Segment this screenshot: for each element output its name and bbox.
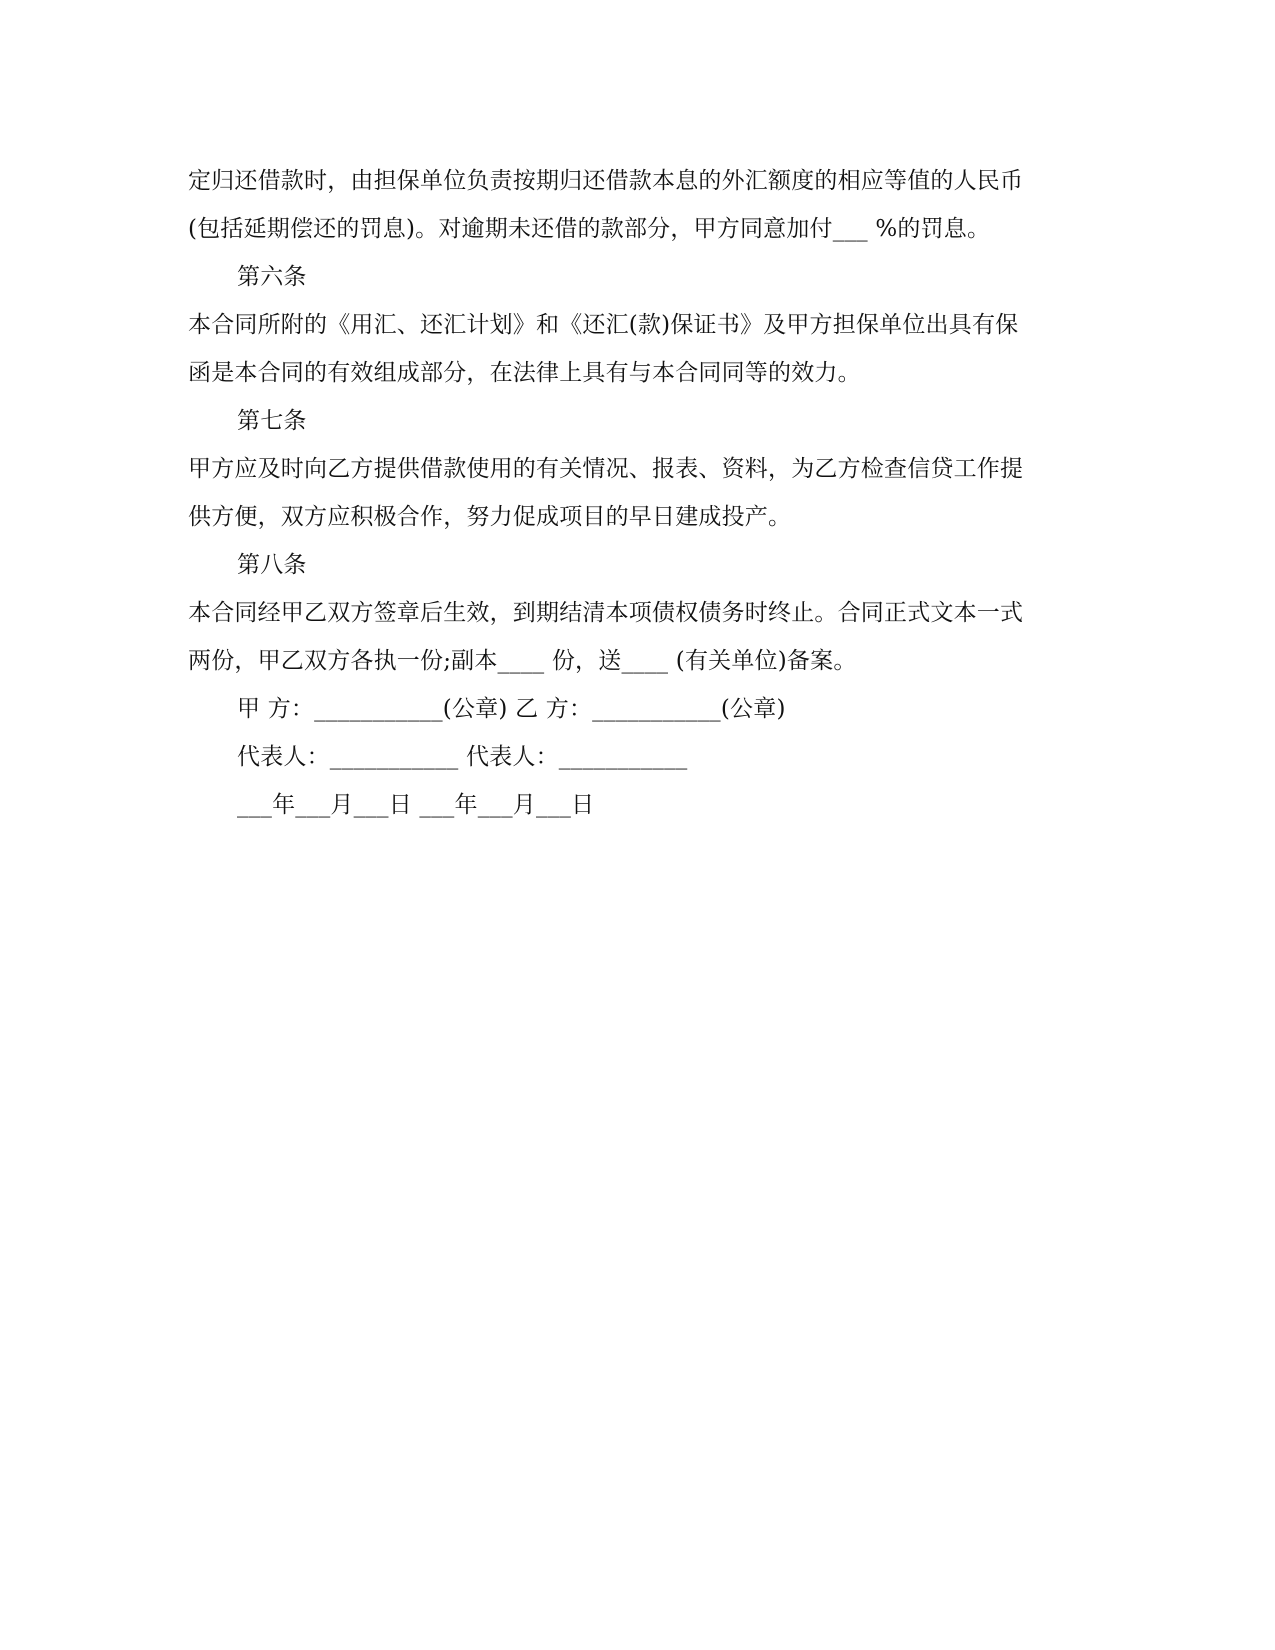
paragraph-line: 本合同经甲乙双方签章后生效，到期结清本项债权债务时终止。合同正式文本一式 (188, 600, 1024, 626)
signature-representatives-line: 代表人：___________ 代表人：___________ (237, 744, 688, 770)
paragraph-line: 供方便，双方应积极合作，努力促成项目的早日建成投产。 (188, 504, 792, 530)
article-heading-8: 第八条 (237, 552, 307, 578)
signature-parties-line: 甲 方：___________(公章) 乙 方：___________(公章) (237, 696, 786, 722)
paragraph-line: 甲方应及时向乙方提供借款使用的有关情况、报表、资料，为乙方检查信贷工作提 (188, 456, 1024, 482)
article-heading-7: 第七条 (237, 408, 307, 434)
paragraph-line: 函是本合同的有效组成部分，在法律上具有与本合同同等的效力。 (188, 360, 861, 386)
paragraph-line: 两份，甲乙双方各执一份;副本____ 份，送____ (有关单位)备案。 (188, 648, 857, 674)
article-heading-6: 第六条 (237, 264, 307, 290)
signature-dates-line: ___年___月___日 ___年___月___日 (237, 792, 595, 818)
paragraph-line: 本合同所附的《用汇、还汇计划》和《还汇(款)保证书》及甲方担保单位出具有保 (188, 312, 1019, 338)
paragraph-line: (包括延期偿还的罚息)。对逾期未还借的款部分，甲方同意加付___ %的罚息。 (188, 216, 991, 242)
paragraph-line: 定归还借款时，由担保单位负责按期归还借款本息的外汇额度的相应等值的人民币 (188, 168, 1024, 194)
